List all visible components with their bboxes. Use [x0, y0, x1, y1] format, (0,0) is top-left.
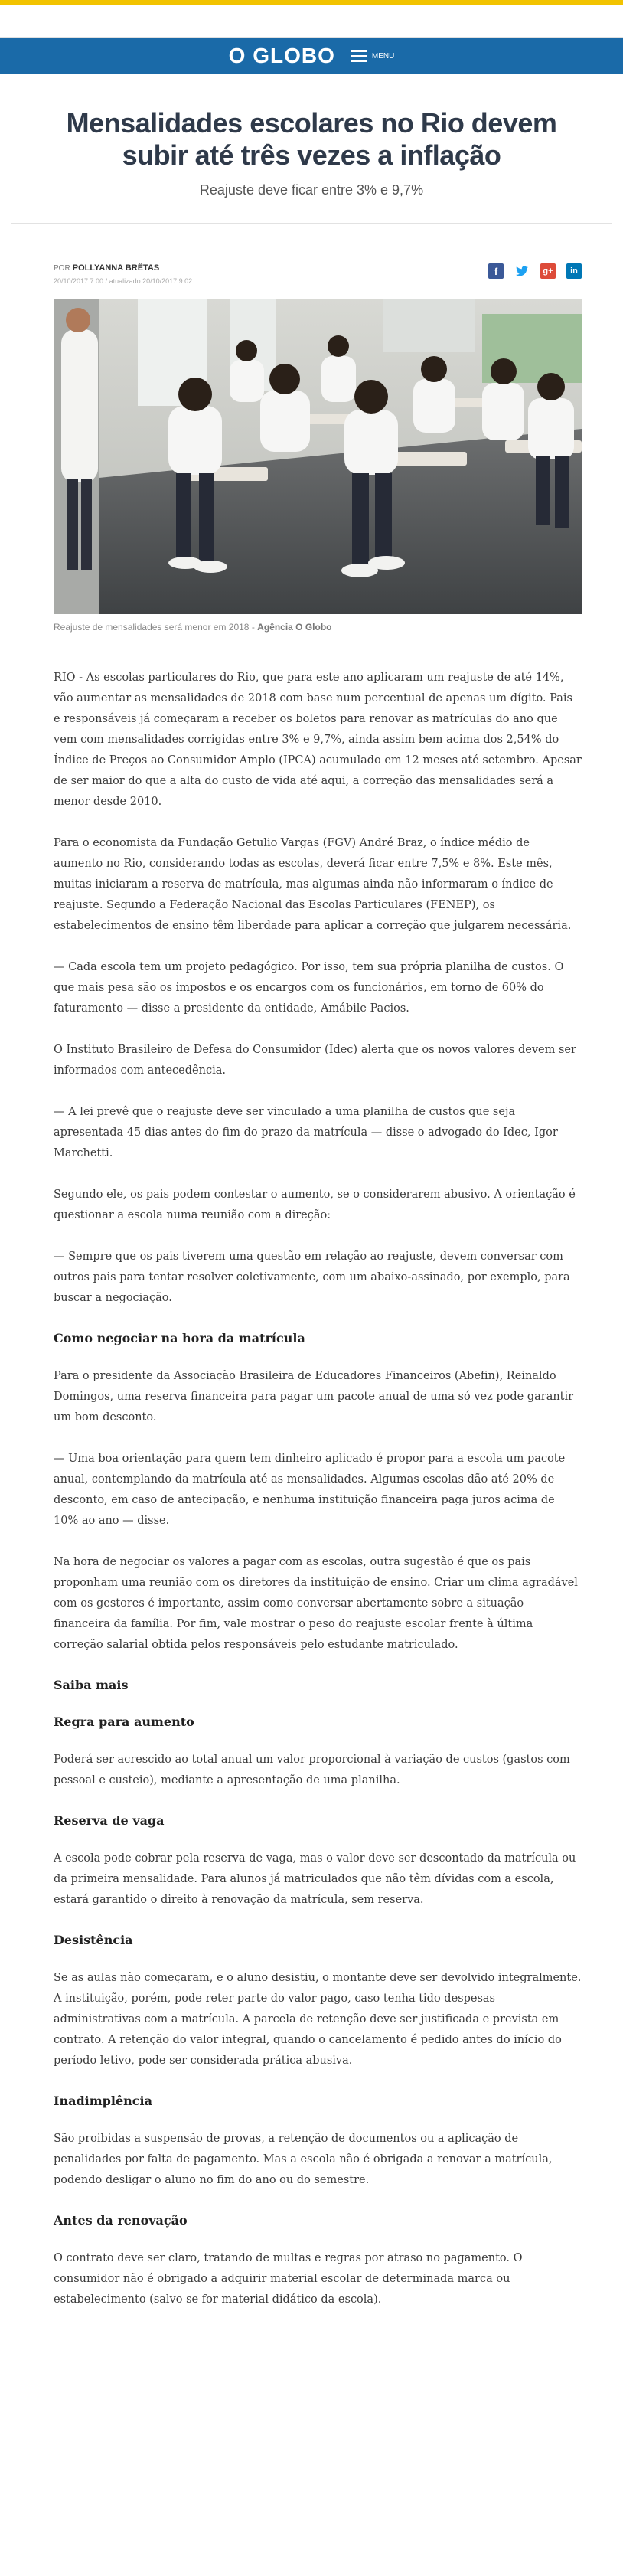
twitter-share-icon[interactable]: [514, 263, 530, 279]
author-name[interactable]: POLLYANNA BRÊTAS: [72, 263, 160, 273]
section-heading: Regra para aumento: [54, 1715, 194, 1729]
menu-label: MENU: [371, 51, 395, 60]
caption-text: Reajuste de mensalidades será menor em 2018 -: [54, 622, 255, 633]
linkedin-share-icon[interactable]: in: [566, 263, 582, 279]
article-paragraph: O contrato deve ser claro, tratando de multas e regras por atraso no pagamento. O consumidor não é obrigado a adquirir material escolar de determinada marca ou estabelecimento (salvo se for material didático da escola).: [54, 2252, 523, 2306]
article-paragraph: A escola pode cobrar pela reserva de vaga, mas o valor deve ser descontado da matrícula ou da primeira mensalidade. Para alunos já matriculados que não têm dívidas com a escola, estará garantido o direito à renovação da matrícula, sem reserva.: [54, 1852, 576, 1906]
publish-dates: 20/10/2017 7:00 / atualizado 20/10/2017 9:02: [54, 277, 193, 285]
article-figure: [54, 299, 582, 633]
googleplus-share-icon[interactable]: g+: [540, 263, 556, 279]
article-paragraph: — A lei prevê que o reajuste deve ser vinculado a uma planilha de custos que seja apresentada 45 dias antes do fim do prazo da matrícula — disse o advogado do Idec, Igor Marchetti.: [54, 1106, 558, 1159]
section-heading: Antes da renovação: [54, 2213, 188, 2228]
article-paragraph: Segundo ele, os pais podem contestar o aumento, se o considerarem abusivo. A orientação é questionar a escola numa reunião com a direção:: [54, 1188, 576, 1221]
top-yellow-bar: [0, 0, 623, 5]
top-strip: [0, 0, 623, 38]
article-paragraph: Se as aulas não começaram, e o aluno desistiu, o montante deve ser devolvido integralmente. A instituição, porém, pode reter parte do valor pago, caso tenha tido despesas administrativas com a matrícula. A parcela de retenção deve ser justificada e prevista em contrato. A retenção do valor integral, quando o cancelamento é pedido antes do início do período letivo, pode ser considerada prática abusiva.: [54, 1972, 582, 2067]
byline-row: [54, 263, 582, 285]
article-paragraph: São proibidas a suspensão de provas, a retenção de documentos ou a aplicação de penalidades por falta de pagamento. Mas a escola não é obrigada a renovar a matrícula, podendo desligar o aluno no fim do ano ou do semestre.: [54, 2133, 553, 2186]
article-subheadline: Reajuste deve ficar entre 3% e 9,7%: [199, 182, 424, 198]
facebook-share-icon[interactable]: f: [488, 263, 504, 279]
article-paragraph: O Instituto Brasileiro de Defesa do Consumidor (Idec) alerta que os novos valores devem ser informados com antecedência.: [54, 1044, 576, 1077]
hamburger-icon: [351, 50, 367, 62]
article-paragraph: — Uma boa orientação para quem tem dinheiro aplicado é propor para a escola um pacote anual, contemplando da matrícula até as mensalidades. Algumas escolas dão até 20% de desconto, em caso de antecipação, e nenhuma instituição financeira paga juros acima de 10% ao ano — disse.: [54, 1453, 566, 1527]
section-heading: Reserva de vaga: [54, 1813, 165, 1828]
byline: [54, 263, 192, 273]
article-paragraph: RIO - As escolas particulares do Rio, que para este ano aplicaram um reajuste de até 14%, vão aumentar as mensalidades de 2018 com base num percentual de apenas um dígito. Pais e responsáveis já começaram a receber os boletos para renovar as matrículas do ano que vem com mensalidades corrigidas entre 3% e 9,7%, ainda assim bem acima dos 2,54% do Índice de Preços ao Consumidor Amplo (IPCA) acumulado em 12 meses até setembro. Apesar de ser maior do que a alta do custo de vida até aqui, a correção das mensalidades será a menor desde 2010.: [54, 672, 582, 808]
article-paragraph: — Sempre que os pais tiverem uma questão em relação ao reajuste, devem conversar com outros pais para tentar resolver coletivamente, com um abaixo-assinado, por exemplo, para buscar a negociação.: [54, 1250, 570, 1304]
section-heading: Desistência: [54, 1933, 133, 1947]
classroom-photo: [54, 299, 582, 614]
article-headline: Mensalidades escolares no Rio devem subir até três vezes a inflação: [66, 107, 557, 171]
site-header: [0, 38, 623, 74]
section-heading: Saiba mais: [54, 1678, 129, 1692]
byline-block: [54, 263, 192, 285]
menu-button[interactable]: [351, 50, 394, 62]
article-paragraph: — Cada escola tem um projeto pedagógico. Por isso, tem sua própria planilha de custos. O que mais pesa são os impostos e os encargos com os funcionários, em torno de 60% do faturamento — disse a presidente da entidade, Amábile Pacios.: [54, 961, 564, 1015]
section-heading: Inadimplência: [54, 2094, 152, 2108]
article-paragraph: Poderá ser acrescido ao total anual um valor proporcional à variação de custos (gastos com pessoal e custeio), mediante a apresentação de uma planilha.: [54, 1754, 570, 1787]
caption-credit: Agência O Globo: [257, 622, 332, 633]
site-logo[interactable]: O GLOBO: [228, 44, 335, 67]
byline-prefix: POR: [54, 264, 70, 273]
article-paragraph: Para o presidente da Associação Brasileira de Educadores Financeiros (Abefin), Reinaldo Domingos, uma reserva financeira para pagar um pacote anual de uma só vez pode garantir um bom desconto.: [54, 1370, 574, 1424]
section-heading: Como negociar na hora da matrícula: [54, 1331, 305, 1345]
article-paragraph: Para o economista da Fundação Getulio Vargas (FGV) André Braz, o índice médio de aumento no Rio, considerando todas as escolas, deverá ficar entre 7,5% e 8%. Este mês, muitas iniciaram a reserva de matrícula, mas algumas ainda não informaram o índice de reajuste. Segundo a Federação Nacional das Escolas Particulares (FENEP), os estabelecimentos de ensino têm liberdade para aplicar a correção que julgarem necessária.: [54, 837, 572, 932]
article-body: [54, 668, 582, 2310]
photo-caption: [54, 622, 582, 633]
article-paragraph: Na hora de negociar os valores a pagar com as escolas, outra sugestão é que os pais proponham uma reunião com os diretores da instituição de ensino. Criar um clima agradável com os gestores é importante, assim como conversar abertamente sobre a situação financeira da família. Por fim, vale mostrar o peso do reajuste escolar frente à última correção salarial obtida pelos responsáveis pelo estudante matriculado.: [54, 1556, 578, 1651]
share-buttons: [488, 263, 582, 279]
headline-area: [11, 74, 612, 224]
